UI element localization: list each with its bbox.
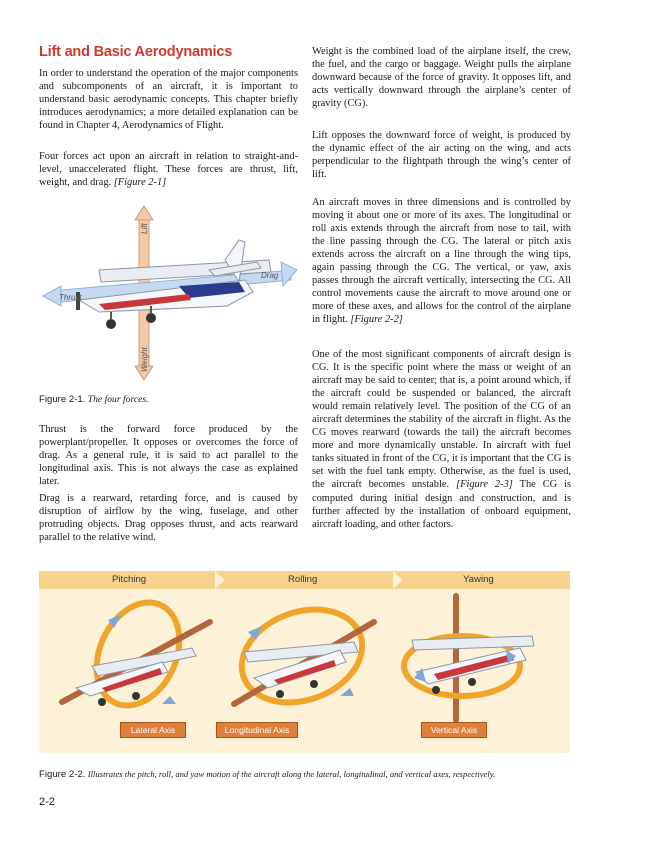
rolling-illustration (214, 592, 389, 722)
pitching-illustration (42, 592, 217, 722)
pitching-header: Pitching (112, 574, 147, 585)
thrust-paragraph: Thrust is the forward force produced by the powerplant/propeller. It opposes or overcomes the force of drag. As a general rule, it is said to act parallel to the longitudinal axis. This is not always the case as explained later. (39, 424, 298, 488)
intro-paragraph: In order to understand the operation of the major components and subcomponents of an aircraft, it is important to understand basic aerodynamic concepts. This chapter briefly introduces aerodynamics; a more detailed explanation can be found in Chapter 4, Aerodynamics of Flight. (39, 68, 298, 132)
section-heading: Lift and Basic Aerodynamics (39, 44, 233, 60)
four-forces-text: Four forces act upon an aircraft in relation to straight-and-level, unaccelerated flight. These forces are thrust, lift, weight, and drag. (39, 151, 298, 189)
weight-label: Weight (140, 347, 149, 372)
cg-paragraph (312, 348, 571, 531)
yawing-illustration (392, 592, 567, 722)
figure-2-1-caption-label: Figure 2-1. (39, 394, 86, 405)
figure-2-3-reference[interactable]: [Figure 2-3] (456, 479, 513, 491)
drag-paragraph: Drag is a rearward, retarding force, and is caused by disruption of airflow by the wing, fuselage, and other protruding objects. Drag opposes thrust, and acts rearward parallel to the relative wind. (39, 493, 298, 544)
cg-text-a: One of the most significant components of aircraft design is CG. It is the specific point where the mass or weight of an aircraft may be said to center; that is, a point around which, if the aircraft could be suspended or balanced, the aircraft would remain relatively level. The position of the CG of an aircraft determines the stability of the aircraft in flight. As the CG moves rearward (towards the tail) the aircraft becomes more and more dynamically unstable. In aircraft with fuel tanks situated in front of the CG, it is important that the CG is set with the fuel tank empty. Otherwise, as the fuel is used, the aircraft becomes unstable. (312, 349, 571, 491)
axes-text: An aircraft moves in three dimensions and is controlled by moving it about one or more of its axes. The longitudinal or roll axis extends through the aircraft from nose to tail, with the line passing through the CG. The lateral or pitch axis extends across the aircraft on a line through the wing tips, again passing through the CG. The vertical, or yaw, axis passes through the aircraft vertically, intersecting the CG. All control movements cause the aircraft to move around one or more of these axes, and allows for the control of the airplane in flight. (312, 197, 571, 326)
figure-2-1-caption-text: The four forces. (87, 394, 149, 405)
axes-paragraph (312, 196, 571, 326)
figure-2-2-reference[interactable]: [Figure 2-2] (350, 314, 403, 326)
lateral-axis-label: Lateral Axis (120, 722, 186, 738)
drag-label: Drag (261, 271, 279, 280)
lift-paragraph: Lift opposes the downward force of weight, is produced by the dynamic effect of the air acting on the wing, and acts perpendicular to the flightpath through the wing’s center of lift. (312, 130, 571, 181)
figure-2-2-caption-label: Figure 2-2. (39, 769, 86, 780)
figure-2-1-caption (39, 394, 298, 406)
thrust-label: Thrust (59, 293, 82, 302)
page-number: 2-2 (39, 796, 55, 808)
figure-2-2-caption-text: Illustrates the pitch, roll, and yaw motion of the aircraft along the lateral, longitudinal, and vertical axes, respectively. (87, 769, 496, 779)
longitudinal-axis-label: Longitudinal Axis (216, 722, 298, 738)
figure-2-1-reference[interactable]: [Figure 2-1] (113, 177, 167, 189)
cg-text-b: The CG is computed during initial design and construction, and is further affected by the installation of onboard equipment, aircraft loading, and other factors. (312, 479, 571, 530)
figure-2-2-caption (39, 768, 579, 781)
lift-label: Lift (140, 223, 149, 234)
rolling-header: Rolling (288, 574, 318, 585)
yawing-header: Yawing (463, 574, 494, 585)
four-forces-illustration (39, 200, 301, 385)
vertical-axis-label: Vertical Axis (421, 722, 487, 738)
weight-paragraph: Weight is the combined load of the airplane itself, the crew, the fuel, and the cargo or baggage. Weight pulls the airplane downward because of the force of gravity. It opposes lift, and acts vertically downward through the airplane’s center of gravity (CG). (312, 46, 571, 110)
four-forces-paragraph (39, 150, 298, 189)
